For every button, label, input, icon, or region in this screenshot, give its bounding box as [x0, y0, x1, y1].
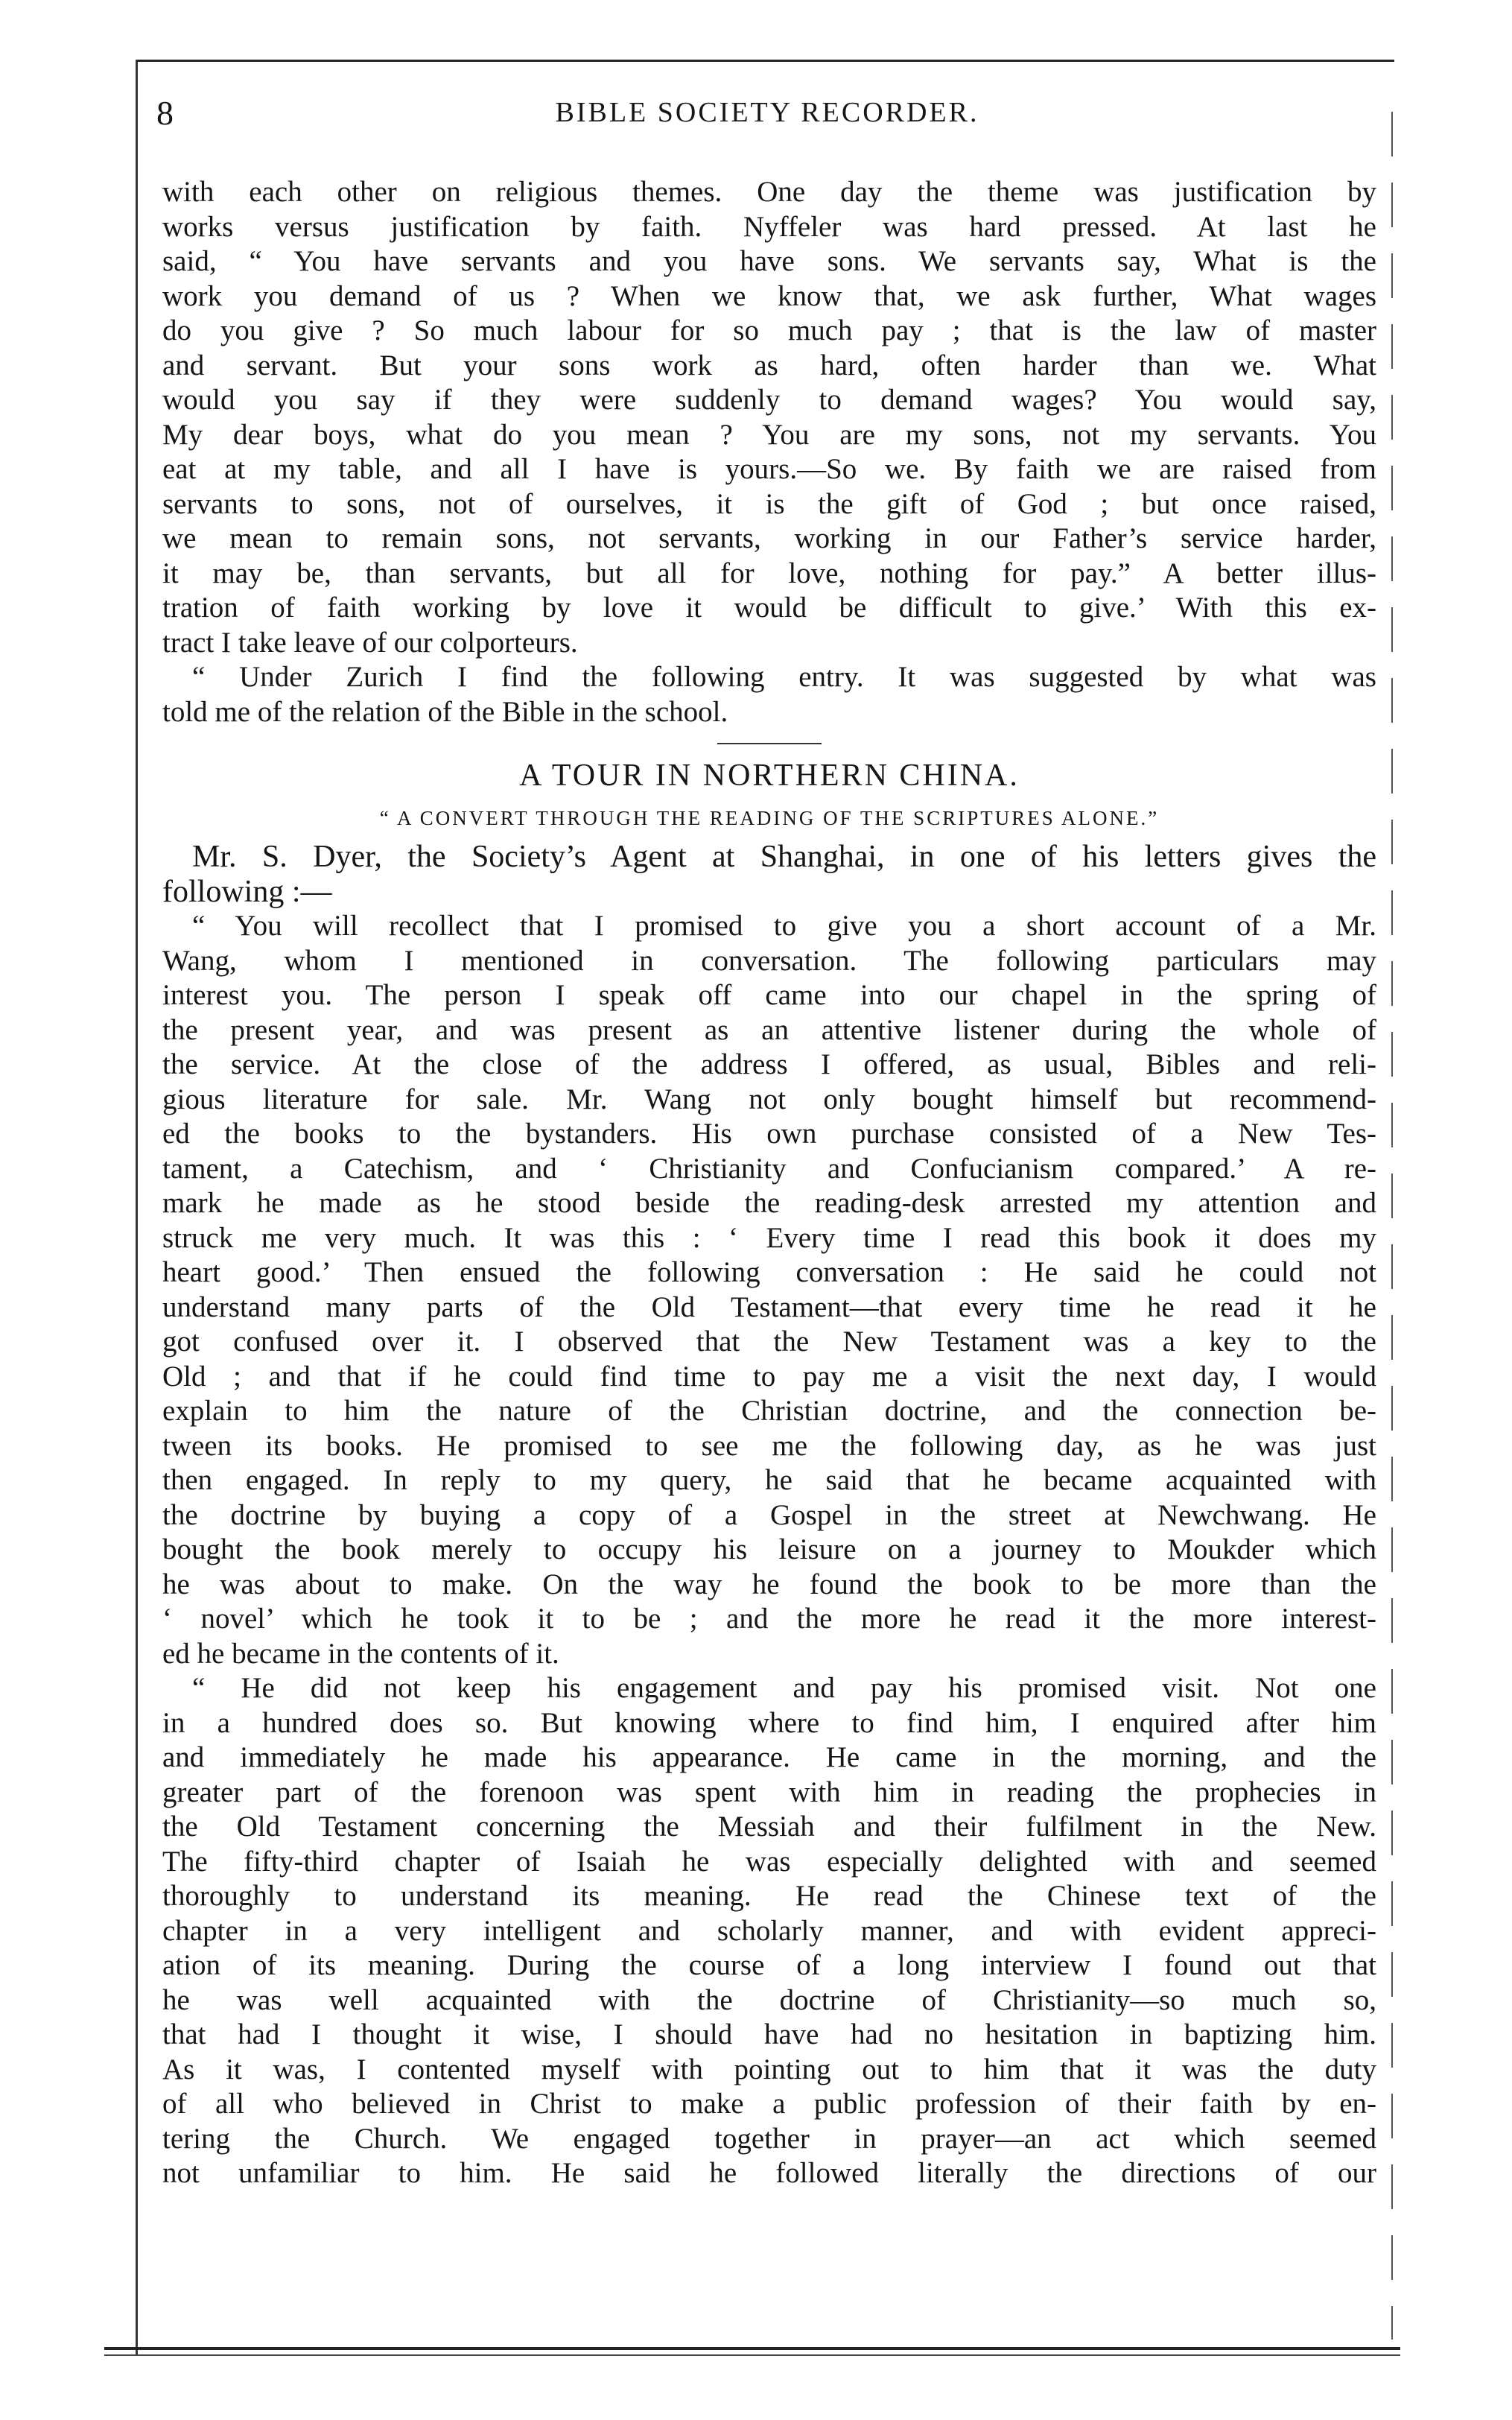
text-line: heart good.’ Then ensued the following conversation : He said he could not [162, 1256, 1376, 1288]
text-line: greater part of the forenoon was spent with him in reading the prophecies in [162, 1776, 1376, 1808]
text-line: he was about to make. On the way he found the book to be more than the [162, 1568, 1376, 1600]
top-rule [136, 60, 1394, 62]
page-header [156, 93, 1378, 138]
text-line: Old ; and that if he could find time to pay me a visit the next day, I would [162, 1360, 1376, 1393]
text-line: chapter in a very intelligent and scholarly manner, and with evident appreci- [162, 1914, 1376, 1947]
text-line: and servant. But your sons work as hard, often harder than we. What [162, 349, 1376, 381]
text-line: following :— [162, 874, 332, 909]
article-subtitle: “ A CONVERT THROUGH THE READING OF THE SCRIPTURES ALONE.” [379, 807, 1160, 829]
text-line: The fifty-third chapter of Isaiah he was especially delighted with and seemed [162, 1845, 1376, 1878]
text-line: tract I take leave of our colporteurs. [162, 626, 578, 659]
bottom-rule-thin [104, 2354, 1400, 2356]
text-line: not unfamiliar to him. He said he followed literally the directions of our [162, 2157, 1376, 2189]
text-line: interest you. The person I speak off came into our chapel in the spring of [162, 979, 1376, 1011]
paragraph-2 [162, 1671, 1376, 2191]
text-line: work you demand of us ? When we know that, we ask further, What wages [162, 279, 1376, 312]
paragraph-1 [162, 909, 1376, 1671]
text-line: explain to him the nature of the Christian doctrine, and the connection be- [162, 1395, 1376, 1427]
text-line: servants to sons, not of ourselves, it is the gift of God ; but once raised, [162, 487, 1376, 520]
text-line: “ He did not keep his engagement and pay his promised visit. Not one [192, 1672, 1376, 1704]
text-line: thoroughly to understand its meaning. He read the Chinese text of the [162, 1880, 1376, 1912]
text-line: the present year, and was present as an attentive listener during the whole of [162, 1013, 1376, 1046]
right-rule [1391, 112, 1393, 2340]
text-line: the doctrine by buying a copy of a Gospel in the street at Newchwang. He [162, 1498, 1376, 1531]
article-title: A TOUR IN NORTHERN CHINA. [519, 758, 1020, 793]
text-line: tration of faith working by love it would be difficult to give.’ With this ex- [162, 592, 1376, 624]
text-line: with each other on religious themes. One day the theme was justification by [162, 176, 1376, 208]
text-line: Mr. S. Dyer, the Society’s Agent at Shanghai, in one of his letters gives the [192, 840, 1376, 874]
text-line: gious literature for sale. Mr. Wang not only bought himself but recommend- [162, 1083, 1376, 1115]
text-line: ed he became in the contents of it. [162, 1637, 559, 1670]
text-line: that had I thought it wise, I should have had no hesitation in baptizing him. [162, 2018, 1376, 2050]
text-column [162, 175, 1376, 2191]
text-line: mark he made as he stood beside the reading-desk arrested my attention and [162, 1187, 1376, 1219]
section-continued [162, 175, 1376, 729]
text-line: works versus justification by faith. Nyffeler was hard pressed. At last he [162, 210, 1376, 243]
page-number: 8 [156, 94, 174, 132]
text-line: ed the books to the bystanders. His own purchase consisted of a New Tes- [162, 1118, 1376, 1150]
text-line: would you say if they were suddenly to demand wages? You would say, [162, 384, 1376, 416]
text-line: the Old Testament concerning the Messiah and their fulfilment in the New. [162, 1811, 1376, 1843]
text-line: bought the book merely to occupy his leisure on a journey to Moukder which [162, 1533, 1376, 1565]
text-line: My dear boys, what do you mean ? You are my sons, not my servants. You [162, 418, 1376, 451]
text-line: tween its books. He promised to see me the following day, as he was just [162, 1429, 1376, 1462]
text-line: “ Under Zurich I find the following entry. It was suggested by what was [192, 661, 1376, 693]
text-line: do you give ? So much labour for so much pay ; that is the law of master [162, 314, 1376, 346]
text-line: he was well acquainted with the doctrine of Christianity—so much so, [162, 1983, 1376, 2016]
text-line: eat at my table, and all I have is yours.—So we. By faith we are raised from [162, 453, 1376, 485]
text-line: then engaged. In reply to my query, he said that he became acquainted with [162, 1464, 1376, 1496]
article-intro [162, 840, 1376, 909]
text-line: ‘ novel’ which he took it to be ; and the more he read it the more interest- [162, 1603, 1376, 1635]
text-line: “ You will recollect that I promised to give you a short account of a Mr. [192, 910, 1376, 942]
text-line: and immediately he made his appearance. He came in the morning, and the [162, 1741, 1376, 1773]
text-line: in a hundred does so. But knowing where to find him, I enquired after him [162, 1706, 1376, 1739]
text-line: understand many parts of the Old Testament—that every time he read it he [162, 1290, 1376, 1323]
running-title: BIBLE SOCIETY RECORDER. [555, 97, 979, 128]
text-line: struck me very much. It was this : ‘ Every time I read this book it does my [162, 1221, 1376, 1254]
text-line: we mean to remain sons, not servants, working in our Father’s service harder, [162, 522, 1376, 554]
section-divider [717, 743, 822, 744]
text-line: tament, a Catechism, and ‘ Christianity and Confucianism compared.’ A re- [162, 1152, 1376, 1185]
bottom-rule [104, 2347, 1400, 2350]
text-line: told me of the relation of the Bible in the school. [162, 695, 728, 728]
text-line: tering the Church. We engaged together in prayer—an act which seemed [162, 2122, 1376, 2155]
text-line: As it was, I contented myself with pointing out to him that it was the duty [162, 2053, 1376, 2085]
text-line: said, “ You have servants and you have sons. We servants say, What is the [162, 245, 1376, 277]
left-rule [136, 60, 138, 2354]
text-line: ation of its meaning. During the course of a long interview I found out that [162, 1949, 1376, 1981]
text-line: Wang, whom I mentioned in conversation. The following particulars may [162, 944, 1376, 977]
text-line: got confused over it. I observed that the New Testament was a key to the [162, 1325, 1376, 1358]
text-line: the service. At the close of the address I offered, as usual, Bibles and reli- [162, 1048, 1376, 1080]
text-line: of all who believed in Christ to make a public profession of their faith by en- [162, 2088, 1376, 2120]
text-line: it may be, than servants, but all for love, nothing for pay.” A better illus- [162, 557, 1376, 589]
